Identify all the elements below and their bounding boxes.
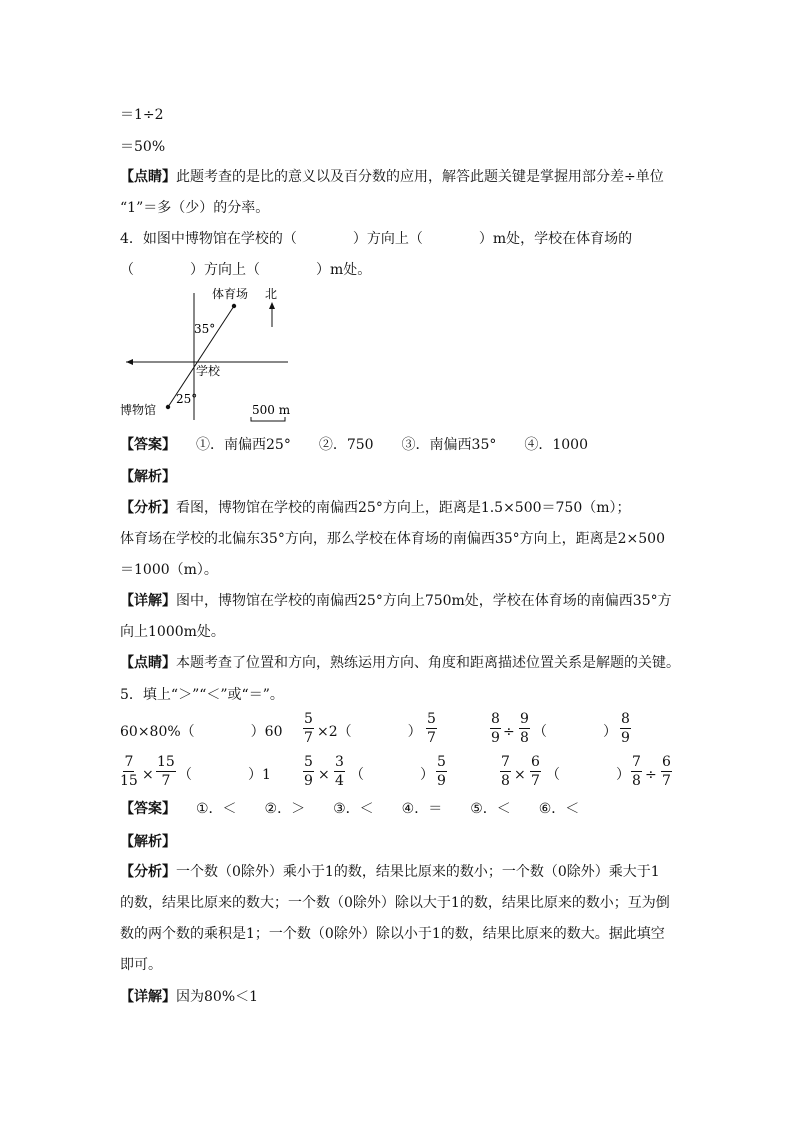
answer-tag-2: 【答案】 bbox=[120, 801, 176, 817]
fraction: $\frac{7}{8}$ bbox=[632, 754, 641, 789]
question-5: 5．填上“＞”“＜”或“＝”。 bbox=[120, 687, 284, 703]
fenxi-text-2: 一个数（0除外）乘小于1的数，结果比原来的数小；一个数（0除外）乘大于1 bbox=[176, 864, 660, 880]
direction-diagram bbox=[118, 285, 298, 425]
fraction: $\frac{5}{7}$ bbox=[427, 711, 436, 746]
north-arrow-icon bbox=[269, 302, 275, 309]
xiangjie-text: 图中，博物馆在学校的南偏西25°方向上750m处，学校在体育场的南偏西35°方 bbox=[176, 593, 672, 609]
answer-text: ①．南偏西25° ②．750 ③．南偏西35° ④．1000 bbox=[196, 437, 588, 453]
compare-6-middle: （ ） bbox=[546, 767, 630, 783]
dianjing-1 bbox=[120, 168, 664, 186]
jiexi-tag-2: 【解析】 bbox=[120, 834, 176, 850]
xiangjie-tag-2: 【详解】 bbox=[120, 989, 176, 1005]
dianjing-text-2: 本题考查了位置和方向，熟练运用方向、角度和距离描述位置关系是解题的关键。 bbox=[176, 655, 680, 671]
label-north: 北 bbox=[265, 287, 278, 301]
compare-1: 60×80%（ ）60 bbox=[120, 724, 283, 740]
label-scale: 500 m bbox=[252, 403, 291, 417]
compare-2-middle: ×2（ ） bbox=[317, 724, 422, 740]
xiangjie-text-2: 因为80%＜1 bbox=[176, 989, 259, 1005]
museum-point bbox=[166, 405, 170, 409]
answer-4 bbox=[120, 436, 588, 454]
dianjing-1-cont: “1”＝多（少）的分率。 bbox=[120, 200, 270, 216]
compare-4-middle: （ ）1 bbox=[178, 767, 271, 783]
fraction: $\frac{7}{8}$ bbox=[501, 754, 510, 789]
fraction: $\frac{6}{7}$ bbox=[531, 754, 540, 789]
calc-line-1: ＝1÷2 bbox=[120, 107, 164, 123]
xiangjie-5 bbox=[120, 988, 258, 1006]
answer-5 bbox=[120, 800, 579, 818]
fraction: $\frac{8}{9}$ bbox=[491, 711, 500, 746]
fenxi-text: 看图，博物馆在学校的南偏西25°方向上，距离是1.5×500＝750（m）； bbox=[176, 500, 631, 516]
compare-5-middle: （ ） bbox=[350, 767, 434, 783]
fenxi-5-line-3: 数的两个数的乘积是1；一个数（0除外）除以小于1的数，结果比原来的数大。据此填空 bbox=[120, 926, 665, 942]
dianjing-text: 此题考查的是比的意义以及百分数的应用，解答此题关键是掌握用部分差÷单位 bbox=[176, 169, 664, 185]
fenxi-5-line-2: 的数，结果比原来的数大；一个数（0除外）除以大于1的数，结果比原来的数小；互为倒 bbox=[120, 895, 670, 911]
divide-sign: ÷ bbox=[503, 724, 515, 740]
fenxi-5-line-4: 即可。 bbox=[120, 957, 162, 973]
scale-bar bbox=[251, 417, 285, 421]
compare-3-middle: （ ） bbox=[533, 724, 617, 740]
fraction: $\frac{6}{7}$ bbox=[662, 754, 671, 789]
answer-text-2: ①．＜ ②．＞ ③．＜ ④．＝ ⑤．＜ ⑥．＜ bbox=[196, 801, 580, 817]
fenxi-5-line-1 bbox=[120, 863, 660, 881]
calc-line-2: ＝50% bbox=[120, 139, 166, 155]
fraction: $\frac{7}{15}$ bbox=[120, 754, 138, 789]
dianjing-2 bbox=[120, 654, 680, 672]
fraction: $\frac{9}{8}$ bbox=[520, 711, 529, 746]
fraction: $\frac{5}{7}$ bbox=[304, 711, 313, 746]
label-angle-35: 35° bbox=[194, 322, 216, 336]
divide-sign: ÷ bbox=[645, 767, 657, 783]
question-4-line-1: 4．如图中博物馆在学校的（ ）方向上（ ）m处，学校在体育场的 bbox=[120, 231, 633, 247]
fenxi-tag: 【分析】 bbox=[120, 500, 176, 516]
xiangjie-4-line-2: 向上1000m处。 bbox=[120, 624, 225, 640]
label-museum: 博物馆 bbox=[120, 403, 157, 417]
label-angle-25: 25° bbox=[176, 392, 198, 406]
xiangjie-4-line-1 bbox=[120, 592, 672, 610]
fenxi-tag-2: 【分析】 bbox=[120, 864, 176, 880]
fraction: $\frac{8}{9}$ bbox=[621, 711, 630, 746]
dianjing-tag-2: 【点睛】 bbox=[120, 655, 176, 671]
times-sign: × bbox=[318, 767, 330, 783]
stadium-point bbox=[232, 304, 236, 308]
fenxi-4-line-2: 体育场在学校的北偏东35°方向，那么学校在体育场的南偏西35°方向上，距离是2×500 bbox=[120, 531, 665, 547]
question-4-line-2: （ ）方向上（ ）m处。 bbox=[120, 262, 372, 278]
times-sign: × bbox=[142, 767, 154, 783]
label-stadium: 体育场 bbox=[212, 287, 249, 301]
fraction: $\frac{15}{7}$ bbox=[157, 754, 175, 789]
jiexi-tag-1: 【解析】 bbox=[120, 469, 176, 485]
answer-tag: 【答案】 bbox=[120, 437, 176, 453]
label-school: 学校 bbox=[196, 364, 221, 378]
fraction: $\frac{5}{9}$ bbox=[304, 754, 313, 789]
fraction: $\frac{5}{9}$ bbox=[437, 754, 446, 789]
xiangjie-tag: 【详解】 bbox=[120, 593, 176, 609]
fenxi-4-line-3: ＝1000（m）。 bbox=[120, 562, 218, 578]
fenxi-4-line-1 bbox=[120, 499, 631, 517]
times-sign: × bbox=[514, 767, 526, 783]
dianjing-tag: 【点睛】 bbox=[120, 169, 176, 185]
fraction: $\frac{3}{4}$ bbox=[335, 754, 344, 789]
